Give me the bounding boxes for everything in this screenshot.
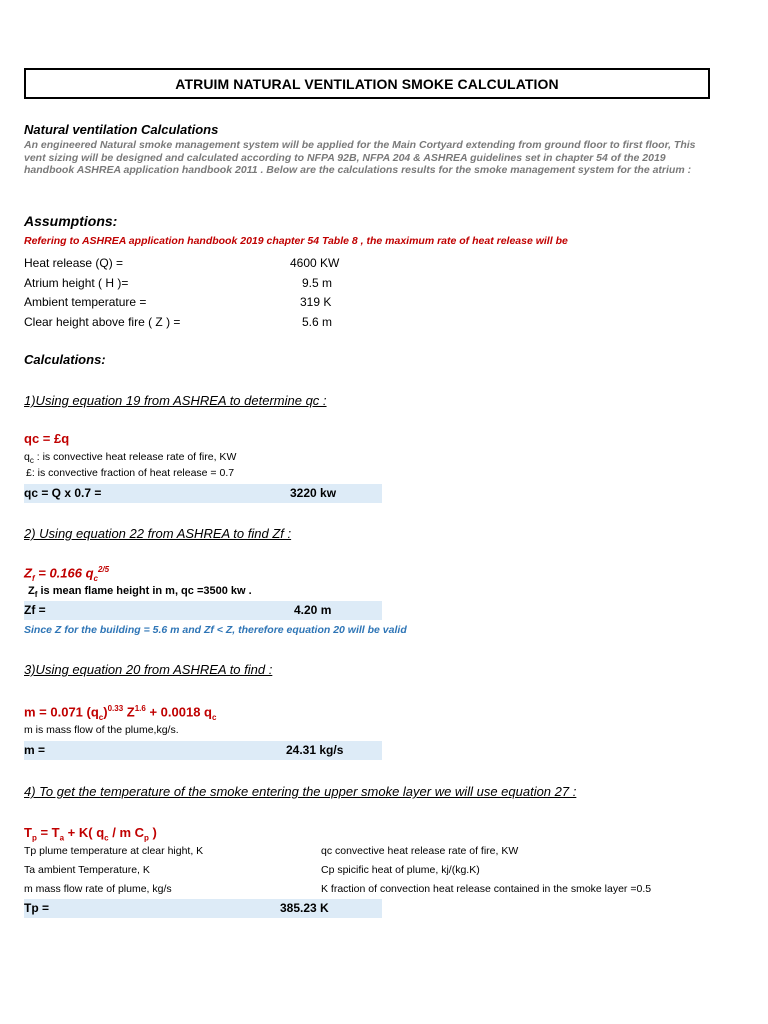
step4-result-value: 385.23 K: [280, 901, 329, 915]
param-value-clear-height: 5.6 m: [302, 315, 333, 329]
step2-validity-note: Since Z for the building = 5.6 m and Zf < Z, therefore equation 20 will be valid: [24, 624, 407, 636]
step4-def-left-2: Ta ambient Temperature, K: [24, 864, 150, 876]
step1-result-value: 3220 kw: [290, 486, 337, 500]
step3-result-label: m =: [24, 743, 46, 757]
step4-def-right-2: Cp spicific heat of plume, kj/(kg.K): [321, 864, 480, 876]
step1-result-row: [24, 484, 382, 503]
step1-def1: $q_c$ : is convective heat release rate of fire, KW: [24, 451, 237, 466]
step4-formula: $T_p = T_a + K$( $q_c$ / m $C_p$ ): [24, 825, 157, 843]
step2-result-label: Zf =: [24, 603, 46, 617]
calculations-heading: Calculations:: [24, 352, 106, 367]
step3-def: m is mass flow of the plume,kg/s.: [24, 724, 179, 736]
step2-result-row: [24, 601, 382, 620]
step4-result-row: [24, 899, 382, 918]
step4-def-left-1: Tp plume temperature at clear hight, K: [24, 845, 204, 857]
step2-formula: $Z_f = 0.166$ $q_c^{2/5}$: [24, 565, 110, 583]
param-value-ambient-temp: 319 K: [300, 295, 332, 309]
step3-result-row: [24, 741, 382, 760]
step4-def-right-3: K fraction of convection heat release contained in the smoke layer =0.5: [321, 883, 652, 895]
step1-def2: £: is convective fraction of heat release = 0.7: [26, 467, 235, 479]
page-title: ATRUIM NATURAL VENTILATION SMOKE CALCULATION: [24, 68, 710, 99]
assumptions-note: Refering to ASHREA application handbook 2019 chapter 54 Table 8 , the maximum rate of heat release will be: [24, 235, 568, 247]
step2-def: $Z_f$ is mean flame height in m, qc =3500 kw .: [28, 585, 252, 600]
step3-result-value: 24.31 kg/s: [286, 743, 344, 757]
param-label-clear-height: Clear height above fire ( Z ) =: [24, 315, 181, 329]
step4-heading: 4) To get the temperature of the smoke entering the upper smoke layer we will use equation 27 :: [24, 784, 577, 799]
step1-formula: qc = £q: [24, 431, 70, 446]
step1-result-label: qc = Q x 0.7 =: [24, 486, 102, 500]
natural-heading: Natural ventilation Calculations: [24, 122, 219, 137]
step1-heading: 1)Using equation 19 from ASHREA to determine qc :: [24, 393, 327, 408]
intro-paragraph: An engineered Natural smoke management system will be applied for the Main Cortyard extending from ground floor to first floor, This vent sizing will be designed and calculated according to NFPA 92B, NFPA 204 & ASHREA guidelines set in chapter 54 of the 2019 handbook ASHREA application handbook 2011 . Below are the calculations results for the smoke management system for the atrium :: [24, 139, 696, 177]
param-label-heat-release: Heat release (Q) =: [24, 256, 124, 270]
step4-def-right-1: qc convective heat release rate of fire, KW: [321, 845, 519, 857]
param-label-atrium-height: Atrium height ( H )=: [24, 276, 129, 290]
step3-heading: 3)Using equation 20 from ASHREA to find :: [24, 662, 273, 677]
param-label-ambient-temp: Ambient temperature =: [24, 295, 147, 309]
step2-heading: 2) Using equation 22 from ASHREA to find Zf :: [24, 526, 292, 541]
param-value-atrium-height: 9.5 m: [302, 276, 333, 290]
assumptions-heading: Assumptions:: [24, 213, 118, 229]
param-value-heat-release: 4600 KW: [290, 256, 340, 270]
step2-result-value: 4.20 m: [294, 603, 332, 617]
step3-formula: m = 0.071 $(q_c)^{0.33}$ $Z^{1.6} + 0.0018$ $q_c$: [24, 704, 217, 722]
step4-def-left-3: m mass flow rate of plume, kg/s: [24, 883, 172, 895]
step4-result-label: Tp =: [24, 901, 50, 915]
